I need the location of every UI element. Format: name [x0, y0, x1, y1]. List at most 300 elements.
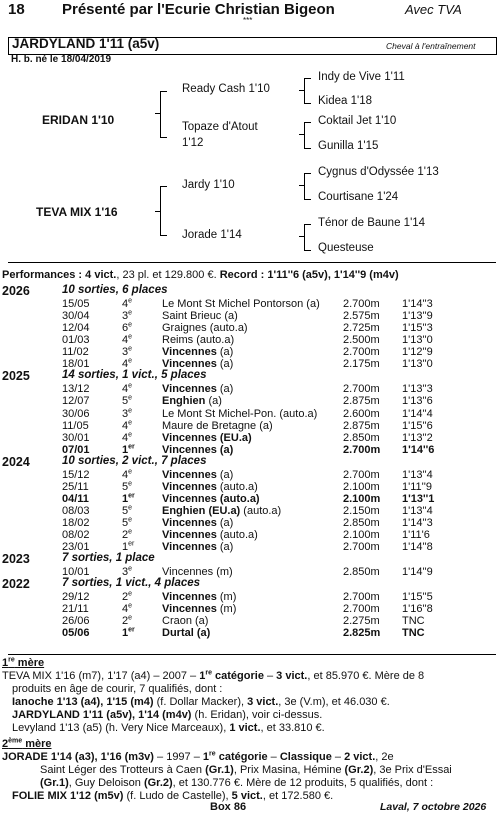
race-placing — [122, 408, 132, 420]
heading-word: mère — [22, 738, 52, 750]
heading-word: mère — [14, 657, 45, 669]
race-distance: 2.850m — [343, 566, 380, 579]
race-venue — [162, 408, 317, 420]
race-distance: 2.100m — [343, 492, 381, 505]
race-distance: 2.150m — [343, 504, 380, 517]
race-placing — [122, 615, 132, 627]
text: , 2e — [375, 751, 394, 763]
race-distance: 2.850m — [343, 516, 380, 529]
race-date: 04/11 — [62, 492, 89, 505]
performance-wins: 4 vict. — [85, 269, 117, 281]
venue-condition: (a) — [216, 541, 234, 554]
pedigree-ggp: Cygnus d'Odyssée 1'13 — [318, 166, 439, 178]
text: Classique — [279, 751, 332, 763]
placing-suffix: er — [128, 540, 135, 548]
text: catégorie — [215, 751, 268, 763]
race-placing — [122, 322, 132, 334]
heading-num: 1 — [2, 657, 9, 669]
placing-suffix: er — [128, 626, 135, 634]
sale-place-date: Laval, 7 octobre 2026 — [380, 801, 487, 813]
race-date: 21/11 — [62, 603, 89, 616]
header-stars: *** — [243, 16, 253, 25]
divider — [8, 654, 496, 655]
bracket — [304, 224, 311, 251]
season-summary: 14 sorties, 1 vict., 5 places — [62, 369, 207, 382]
placing-suffix: e — [128, 357, 133, 365]
bracket — [304, 78, 311, 104]
race-distance: 2.700m — [343, 298, 380, 311]
race-venue — [162, 505, 281, 517]
venue-name: Reims (auto.a) — [162, 334, 235, 347]
pedigree-ggp: Gunilla 1'15 — [318, 140, 379, 152]
venue-name: Durtal (a) — [162, 627, 211, 640]
text: JARDYLAND 1'11 (a5v), 1'14 (m4v) — [12, 709, 192, 721]
race-distance: 2.850m — [343, 431, 380, 444]
bracket — [299, 90, 304, 91]
race-placing — [122, 346, 132, 358]
race-date: 10/01 — [62, 566, 90, 579]
race-venue — [162, 395, 222, 407]
race-venue — [162, 432, 252, 444]
text: (f. Dollar Macker), — [153, 696, 248, 708]
race-date: 15/05 — [62, 298, 90, 311]
placing-suffix: e — [128, 321, 133, 329]
bracket — [299, 236, 304, 237]
placing-number: 5 — [122, 395, 129, 408]
race-date: 08/03 — [62, 504, 90, 517]
second-dam-heading — [2, 738, 52, 750]
bracket — [299, 134, 304, 135]
race-placing — [122, 591, 132, 603]
placing-number: 3 — [122, 407, 129, 420]
bracket — [155, 113, 160, 114]
text: , Guy Deloison — [68, 777, 144, 789]
pedigree-dam-sire: Jardy 1'10 — [182, 179, 235, 191]
race-distance: 2.700m — [343, 603, 380, 616]
text: 2 vict. — [344, 751, 376, 763]
venue-condition: (m) — [216, 603, 237, 616]
placing-number: 2 — [122, 529, 129, 541]
race-venue — [162, 420, 273, 432]
race-date: 30/01 — [62, 431, 90, 444]
placing-suffix: e — [128, 602, 133, 610]
text: – — [267, 751, 280, 763]
pedigree-sire-dam-record: 1'12 — [182, 137, 204, 149]
placing-number: 1 — [122, 492, 129, 505]
race-time: 1'13''4 — [402, 504, 433, 517]
season-year: 2026 — [2, 284, 30, 298]
venue-name: Vincennes — [162, 346, 217, 359]
placing-number: 1 — [122, 627, 129, 640]
venue-name: Vincennes — [162, 529, 217, 541]
text: catégorie — [211, 670, 264, 682]
heading-sup: re — [8, 656, 15, 664]
race-distance: 2.500m — [343, 334, 380, 347]
venue-condition: (a) — [216, 383, 234, 396]
season-year: 2025 — [2, 369, 30, 384]
text: , et 85.970 €. Mère de 8 — [307, 670, 425, 682]
text: , et 33.810 €. — [260, 722, 325, 734]
race-placing — [122, 420, 132, 432]
venue-name: Vincennes (m) — [162, 566, 233, 579]
placing-number: 1 — [122, 541, 129, 554]
placing-suffix: e — [128, 565, 133, 573]
placing-suffix: e — [128, 333, 133, 341]
divider — [8, 262, 496, 263]
second-dam-line — [40, 777, 433, 789]
race-venue — [162, 346, 233, 358]
race-date: 30/06 — [62, 407, 90, 420]
placing-number: 3 — [122, 310, 129, 323]
venue-name: Vincennes (EU.a) — [162, 431, 252, 444]
season-summary: 7 sorties, 1 place — [62, 552, 155, 565]
venue-name: Vincennes — [162, 358, 217, 371]
race-distance: 2.100m — [343, 529, 380, 541]
placing-suffix: e — [128, 382, 133, 390]
race-date: 07/01 — [62, 443, 90, 456]
placing-number: 6 — [122, 322, 129, 335]
race-date: 23/01 — [62, 541, 90, 554]
text: 1 vict. — [229, 722, 261, 734]
performance-record: Record : 1'11''6 (a5v), 1'14''9 (m4v) — [219, 269, 399, 281]
race-venue — [162, 493, 260, 505]
pedigree-sire-sire: Ready Cash 1'10 — [182, 83, 270, 95]
race-venue — [162, 541, 233, 553]
text: re — [209, 750, 216, 758]
placing-number: 4 — [122, 358, 129, 371]
race-time: 1'12''9 — [402, 346, 433, 359]
race-date: 05/06 — [62, 627, 90, 640]
venue-name: Vincennes (auto.a) — [162, 492, 260, 505]
placing-suffix: e — [128, 345, 133, 353]
venue-name: Saint Brieuc (a) — [162, 310, 238, 323]
race-distance: 2.600m — [343, 407, 380, 420]
placing-number: 5 — [122, 516, 129, 529]
race-placing — [122, 603, 132, 615]
text: (Gr.2) — [344, 764, 374, 776]
season-year: 2023 — [2, 552, 30, 567]
race-time: TNC — [402, 627, 425, 640]
race-date: 12/04 — [62, 322, 90, 335]
race-venue — [162, 322, 248, 334]
horse-birth: H. b. né le 18/04/2019 — [11, 54, 112, 65]
season-summary: 7 sorties, 1 vict., 4 places — [62, 577, 201, 590]
horse-name: JARDYLAND 1'11 (a5v) — [12, 36, 160, 51]
venue-name: Graignes (auto.a) — [162, 322, 248, 335]
venue-condition: (a) — [216, 516, 234, 529]
race-time: TNC — [402, 615, 425, 628]
race-time: 1'15''3 — [402, 322, 433, 335]
race-placing — [122, 310, 132, 322]
race-venue — [162, 615, 208, 627]
race-distance: 2.700m — [343, 346, 380, 359]
race-venue — [162, 481, 258, 493]
race-distance: 2.275m — [343, 615, 380, 628]
performance-places: , 23 pl. et 129.800 €. — [116, 269, 220, 281]
placing-number: 5 — [122, 504, 129, 517]
placing-number: 4 — [122, 603, 129, 616]
race-venue — [162, 529, 258, 541]
venue-name: Vincennes — [162, 383, 217, 396]
venue-name: Vincennes — [162, 480, 217, 493]
page-number: 18 — [8, 1, 25, 18]
race-venue — [162, 591, 236, 603]
placing-number: 4 — [122, 468, 129, 481]
race-venue — [162, 627, 210, 639]
text: Saint Léger des Trotteurs à Caen — [40, 764, 206, 776]
placing-suffix: e — [128, 394, 133, 402]
text: Ianoche 1'13 (a4), 1'15 (m4) — [12, 696, 154, 708]
race-placing — [122, 395, 132, 407]
race-distance: 2.875m — [343, 395, 380, 408]
race-distance: 2.875m — [343, 419, 380, 432]
race-date: 25/11 — [62, 480, 89, 493]
race-time: 1'13''0 — [402, 358, 433, 371]
pedigree-dam-dam: Jorade 1'14 — [182, 229, 242, 241]
race-time: 1'13''0 — [402, 334, 433, 347]
placing-number: 2 — [122, 615, 129, 628]
race-placing — [122, 627, 135, 639]
race-date: 18/01 — [62, 358, 90, 371]
first-dam-line — [2, 670, 424, 682]
first-dam-produce — [12, 709, 322, 721]
venue-name: Le Mont St Michel Pontorson (a) — [162, 298, 320, 311]
placing-number: 4 — [122, 419, 129, 432]
race-venue — [162, 517, 233, 529]
venue-condition: (a) — [205, 395, 222, 408]
pedigree-ggp: Questeuse — [318, 242, 374, 254]
race-time: 1'13''9 — [402, 310, 433, 323]
pedigree-ggp: Ténor de Baune 1'14 — [318, 217, 426, 229]
placing-suffix: e — [128, 406, 133, 414]
race-time: 1'14''9 — [402, 566, 433, 579]
race-venue — [162, 469, 233, 481]
placing-suffix: e — [128, 590, 133, 598]
box-number: Box 86 — [210, 801, 247, 813]
placing-number: 3 — [122, 566, 129, 579]
season-summary: 10 sorties, 6 places — [62, 284, 168, 296]
text: , et 130.776 €. Mère de 12 produits, 5 qualifiés, dont : — [172, 777, 434, 789]
text: – 1997 – — [153, 751, 203, 763]
race-time: 1'15''6 — [402, 419, 433, 432]
race-time: 1'11''9 — [402, 480, 432, 493]
venue-condition: (m) — [216, 591, 237, 604]
race-placing — [122, 481, 132, 493]
text: 3 vict. — [276, 670, 308, 682]
performance-summary — [2, 269, 399, 281]
race-venue — [162, 334, 234, 346]
second-dam-line — [40, 764, 452, 776]
race-venue — [162, 310, 238, 322]
venue-name: Maure de Bretagne (a) — [162, 419, 273, 432]
race-date: 15/12 — [62, 468, 90, 481]
race-venue — [162, 603, 236, 615]
bracket — [299, 185, 304, 186]
venue-condition: (a) — [216, 346, 234, 359]
second-dam-line — [2, 751, 394, 763]
venue-name: Vincennes — [162, 603, 217, 616]
first-dam-line: produits en âge de courir, 7 qualifiés, dont : — [12, 683, 223, 695]
text: (h. Eridan), voir ci-dessus. — [191, 709, 323, 721]
text: (Gr.1) — [205, 764, 234, 776]
text: re — [205, 669, 212, 677]
race-distance: 2.700m — [343, 443, 381, 456]
text: Levyland 1'13 (a5) (h. Very Nice Marceaux), — [12, 722, 230, 734]
pedigree-ggp: Coktail Jet 1'10 — [318, 115, 397, 127]
race-date: 26/06 — [62, 615, 90, 628]
text: 3 vict. — [247, 696, 279, 708]
placing-number: 2 — [122, 591, 129, 604]
race-time: 1'13''2 — [402, 431, 433, 444]
placing-suffix: e — [128, 480, 133, 488]
text: – — [263, 670, 277, 682]
placing-number: 4 — [122, 383, 129, 396]
heading-num: 2 — [2, 738, 9, 750]
placing-suffix: e — [128, 528, 133, 536]
text: (Gr.1) — [40, 777, 69, 789]
venue-condition: (auto.a) — [240, 504, 282, 517]
race-date: 29/12 — [62, 591, 90, 604]
first-dam-produce — [12, 722, 325, 734]
bracket — [304, 122, 311, 149]
placing-suffix: e — [128, 430, 133, 438]
placing-number: 5 — [122, 480, 129, 493]
pedigree-ggp: Courtisane 1'24 — [318, 191, 399, 203]
race-distance: 2.700m — [343, 541, 380, 554]
race-placing — [122, 517, 132, 529]
race-placing — [122, 383, 132, 395]
pedigree-dam: TEVA MIX 1'16 — [36, 205, 118, 219]
placing-suffix: e — [128, 297, 133, 305]
race-venue — [162, 383, 233, 395]
race-date: 30/04 — [62, 310, 90, 323]
text: – — [331, 751, 345, 763]
placing-suffix: er — [128, 442, 135, 450]
placing-suffix: e — [128, 418, 133, 426]
placing-suffix: e — [128, 614, 133, 622]
race-time: 1'16''8 — [402, 603, 433, 616]
placing-number: 3 — [122, 346, 129, 359]
race-placing — [122, 432, 132, 444]
season-year: 2024 — [2, 454, 30, 469]
horse-status: Cheval à l'entraînement — [386, 41, 476, 51]
text: (f. Ludo de Castelle), — [123, 790, 232, 802]
race-time: 1'14''8 — [402, 541, 433, 554]
season-summary: 10 sorties, 2 vict., 7 places — [62, 454, 207, 467]
text: 1 — [199, 670, 206, 682]
venue-name: Le Mont St Michel-Pon. (auto.a) — [162, 407, 318, 420]
race-placing — [122, 334, 132, 346]
second-dam-produce — [12, 790, 333, 802]
text: , 3e (V.m), et 46.030 €. — [278, 696, 390, 708]
race-venue — [162, 298, 320, 310]
pedigree-ggp: Indy de Vive 1'11 — [318, 71, 405, 83]
placing-suffix: e — [128, 468, 133, 476]
placing-number: 1 — [122, 443, 129, 456]
text: FOLIE MIX 1'12 (m5v) — [12, 790, 124, 802]
text: , et 172.580 €. — [262, 790, 334, 802]
text: 1 — [202, 751, 210, 763]
race-distance: 2.700m — [343, 383, 380, 396]
race-placing — [122, 493, 135, 505]
venue-name: Craon (a) — [162, 615, 209, 628]
season-year: 2022 — [2, 577, 30, 592]
race-time: 1'13''1 — [402, 492, 435, 505]
text: 5 vict. — [231, 790, 263, 802]
first-dam-produce — [12, 696, 390, 708]
venue-name: Vincennes — [162, 591, 217, 604]
venue-name: Enghien (EU.a) — [162, 504, 241, 517]
text: , Prix Masina, Hémine — [233, 764, 345, 776]
race-time: 1'14''4 — [402, 407, 433, 420]
race-distance: 2.100m — [343, 480, 380, 493]
race-placing — [122, 505, 132, 517]
text: TEVA MIX 1'16 (m7), 1'17 (a4) – 2007 – — [2, 670, 200, 682]
text: , 3e Prix d'Essai — [373, 764, 452, 776]
venue-name: Vincennes — [162, 516, 217, 529]
placing-suffix: e — [128, 504, 133, 512]
heading-sup: ème — [8, 737, 23, 745]
race-placing — [122, 469, 132, 481]
text: JORADE 1'14 (a3), 1'16 (m3v) — [2, 751, 154, 763]
venue-name: Vincennes — [162, 541, 217, 554]
race-time: 1'13''6 — [402, 395, 433, 408]
page-title: Présenté par l'Ecurie Christian Bigeon — [62, 1, 335, 18]
venue-condition: (a) — [216, 358, 234, 371]
placing-suffix: e — [128, 309, 133, 317]
venue-name: Vincennes (a) — [162, 443, 234, 456]
race-time: 1'11'6 — [402, 529, 430, 541]
race-time: 1'14''3 — [402, 516, 433, 529]
placing-number: 4 — [122, 298, 129, 311]
race-distance: 2.825m — [343, 627, 381, 640]
race-date: 01/03 — [62, 334, 90, 347]
race-date: 12/07 — [62, 395, 90, 408]
race-distance: 2.725m — [343, 322, 380, 335]
race-distance: 2.175m — [343, 358, 380, 371]
venue-condition: (a) — [216, 468, 234, 481]
pedigree-sire: ERIDAN 1'10 — [42, 113, 115, 127]
race-placing — [122, 298, 132, 310]
first-dam-heading — [2, 657, 44, 669]
bracket — [304, 173, 311, 200]
race-time: 1'13''3 — [402, 383, 433, 396]
venue-name: Enghien — [162, 395, 206, 408]
race-distance: 2.700m — [343, 468, 380, 481]
race-date: 08/02 — [62, 529, 90, 541]
race-date: 11/05 — [62, 419, 89, 432]
race-time: 1'14''3 — [402, 298, 433, 311]
race-time: 1'15''5 — [402, 591, 433, 604]
race-date: 11/02 — [62, 346, 89, 359]
text: (Gr.2) — [143, 777, 173, 789]
pedigree-sire-dam: Topaze d'Atout — [182, 121, 258, 133]
pedigree-ggp: Kidea 1'18 — [318, 95, 372, 107]
race-time: 1'13''4 — [402, 468, 433, 481]
bracket — [155, 211, 160, 212]
race-date: 13/12 — [62, 383, 90, 396]
venue-condition: (auto.a) — [216, 480, 258, 493]
placing-suffix: er — [128, 492, 135, 500]
bracket — [160, 186, 167, 236]
performance-label: Performances : — [2, 269, 86, 281]
race-time: 1'14''6 — [402, 443, 435, 456]
placing-number: 4 — [122, 334, 129, 347]
tva-note: Avec TVA — [405, 2, 462, 17]
venue-name: Vincennes — [162, 468, 217, 481]
venue-condition: (auto.a) — [216, 529, 258, 541]
bracket — [160, 91, 167, 138]
